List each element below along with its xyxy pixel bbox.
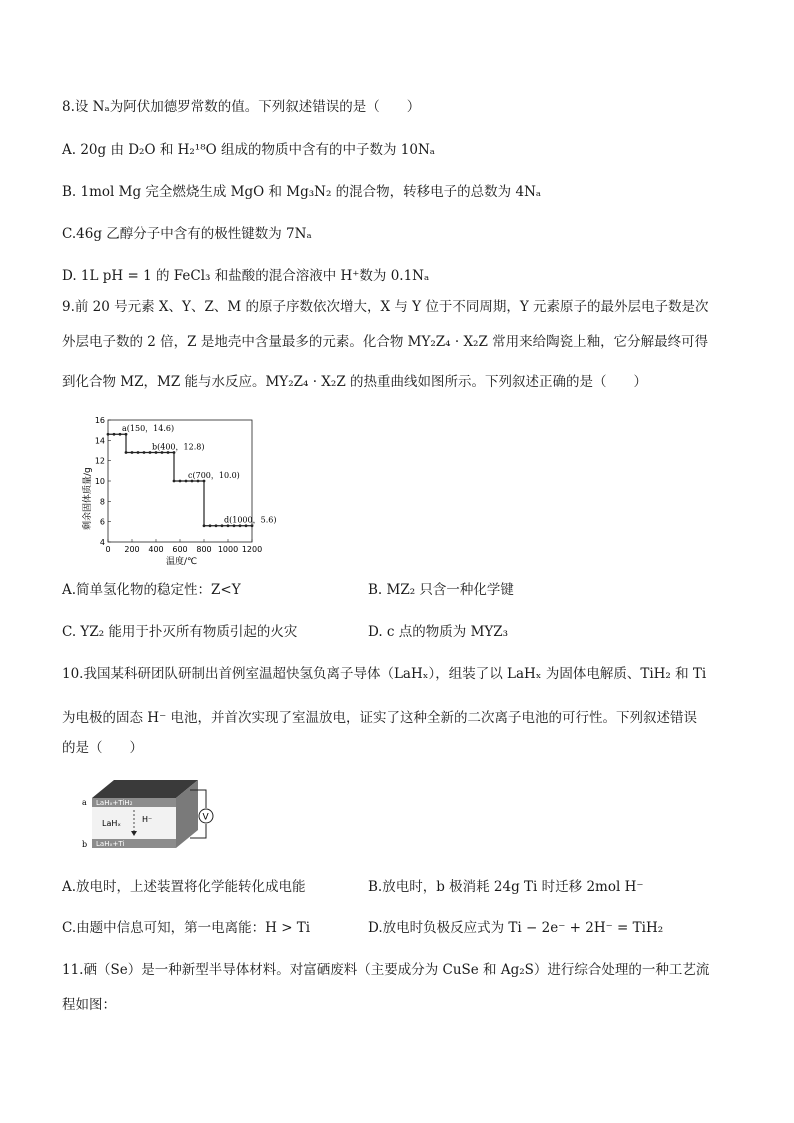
x-tick-label: 600	[172, 545, 188, 554]
y-tick-label: 4	[99, 538, 105, 547]
bottom-layer-label: LaHₓ+Ti	[96, 840, 125, 848]
x-tick-label: 0	[105, 545, 111, 554]
q9-stem-line2: 外层电子数的 2 倍，Z 是地壳中含量最多的元素。化合物 MY₂Z₄ · X₂Z 常用来给陶瓷上釉，它分解最终可得	[62, 334, 709, 350]
chart-y-axis-label: 剩余固体质量/g	[83, 467, 93, 530]
data-point	[125, 451, 128, 454]
point-annotation: d(1000，5.6)	[224, 515, 277, 525]
data-point	[197, 480, 200, 483]
q10-option-a: A.放电时，上述装置将化学能转化成电能	[62, 879, 306, 895]
data-point	[143, 451, 146, 454]
point-annotation: c(700，10.0)	[188, 471, 240, 480]
data-point	[185, 480, 188, 483]
x-tick-label: 1200	[241, 545, 263, 554]
data-point	[209, 524, 212, 527]
top-layer-label: LaHₓ+TiH₂	[96, 799, 133, 807]
q8-option-c: C.46g 乙醇分子中含有的极性键数为 7Nₐ	[62, 226, 312, 242]
electrode-a-label: a	[82, 798, 87, 807]
ion-label: H⁻	[142, 815, 153, 824]
data-point	[179, 480, 182, 483]
y-tick-label: 8	[99, 497, 105, 507]
q10-option-d: D.放电时负极反应式为 Ti − 2e⁻ + 2H⁻ = TiH₂	[368, 920, 664, 936]
data-point	[131, 451, 134, 454]
y-tick-label: 16	[94, 416, 105, 425]
data-point	[227, 524, 230, 527]
q10-option-c: C.由题中信息可知，第一电离能：H > Ti	[62, 920, 311, 936]
q8-stem: 8.设 Nₐ为阿伏加德罗常数的值。下列叙述错误的是（ ）	[62, 99, 421, 115]
q11-stem-line1: 11.硒（Se）是一种新型半导体材料。对富硒废料（主要成分为 CuSe 和 Ag₂S）进行综合处理的一种工艺流	[62, 962, 710, 978]
data-point	[125, 433, 128, 436]
q8-option-d: D. 1L pH = 1 的 FeCl₃ 和盐酸的混合溶液中 H⁺数为 0.1Nₐ	[62, 268, 430, 284]
thermogravimetric-chart	[80, 408, 277, 568]
q9-option-c: C. YZ₂ 能用于扑灭所有物质引起的火灾	[62, 624, 298, 640]
q9-stem-line1: 9.前 20 号元素 X、Y、Z、M 的原子序数依次增大，X 与 Y 位于不同周期，Y 元素原子的最外层电子数是次	[62, 299, 709, 315]
q9-stem-line3: 到化合物 MZ，MZ 能与水反应。MY₂Z₄ · X₂Z 的热重曲线如图所示。下列叙述正确的是（ ）	[62, 374, 647, 390]
y-tick-label: 14	[94, 436, 105, 446]
electrode-b-label: b	[82, 840, 88, 849]
q8-option-b: B. 1mol Mg 完全燃烧生成 MgO 和 Mg₃N₂ 的混合物，转移电子的总数为 4Nₐ	[62, 184, 542, 200]
q8-option-a: A. 20g 由 D₂O 和 H₂¹⁸O 组成的物质中含有的中子数为 10Nₐ	[62, 142, 435, 158]
y-tick-label: 12	[94, 456, 105, 466]
data-point	[239, 524, 242, 527]
x-tick-label: 200	[124, 545, 140, 554]
data-point	[113, 433, 116, 436]
data-point	[203, 524, 206, 527]
q9-option-b: B. MZ₂ 只含一种化学键	[368, 582, 514, 598]
data-point	[119, 433, 122, 436]
data-point	[167, 451, 170, 454]
data-point	[173, 480, 176, 483]
data-point	[107, 433, 110, 436]
data-point	[221, 524, 224, 527]
y-tick-label: 6	[99, 517, 105, 527]
x-tick-label: 1000	[217, 545, 239, 554]
y-tick-label: 10	[94, 477, 105, 486]
x-tick-label: 800	[196, 545, 212, 554]
data-point	[215, 524, 218, 527]
q9-option-a: A.简单氢化物的稳定性：Z<Y	[62, 582, 241, 598]
data-point	[173, 451, 176, 454]
q10-stem-line1: 10.我国某科研团队研制出首例室温超快氢负离子导体（LaHₓ），组装了以 LaHₓ 为固体电解质、TiH₂ 和 Ti	[62, 666, 707, 682]
data-point	[191, 480, 194, 483]
data-point	[161, 451, 164, 454]
data-point	[149, 451, 152, 454]
electrolyte-label: LaHₓ	[102, 819, 121, 828]
point-annotation: b(400，12.8)	[152, 442, 205, 452]
data-point	[233, 524, 236, 527]
data-point	[137, 451, 140, 454]
data-point	[155, 451, 158, 454]
x-tick-label: 400	[148, 545, 164, 554]
voltmeter-label: V	[202, 812, 209, 823]
battery-diagram	[80, 772, 220, 852]
data-point	[251, 524, 254, 527]
data-point	[245, 524, 248, 527]
q10-stem-line2: 为电极的固态 H⁻ 电池，并首次实现了室温放电，证实了这种全新的二次离子电池的可行性。下列叙述错误	[62, 710, 697, 726]
point-annotation: a(150，14.6)	[122, 424, 175, 434]
data-point	[203, 480, 206, 483]
q9-option-d: D. c 点的物质为 MYZ₃	[368, 624, 509, 640]
q11-stem-line2: 程如图：	[62, 997, 116, 1013]
chart-x-axis-label: 温度/℃	[166, 557, 198, 567]
q10-stem-line3: 的是（ ）	[62, 740, 143, 756]
q10-option-b: B.放电时，b 极消耗 24g Ti 时迁移 2mol H⁻	[368, 879, 644, 895]
